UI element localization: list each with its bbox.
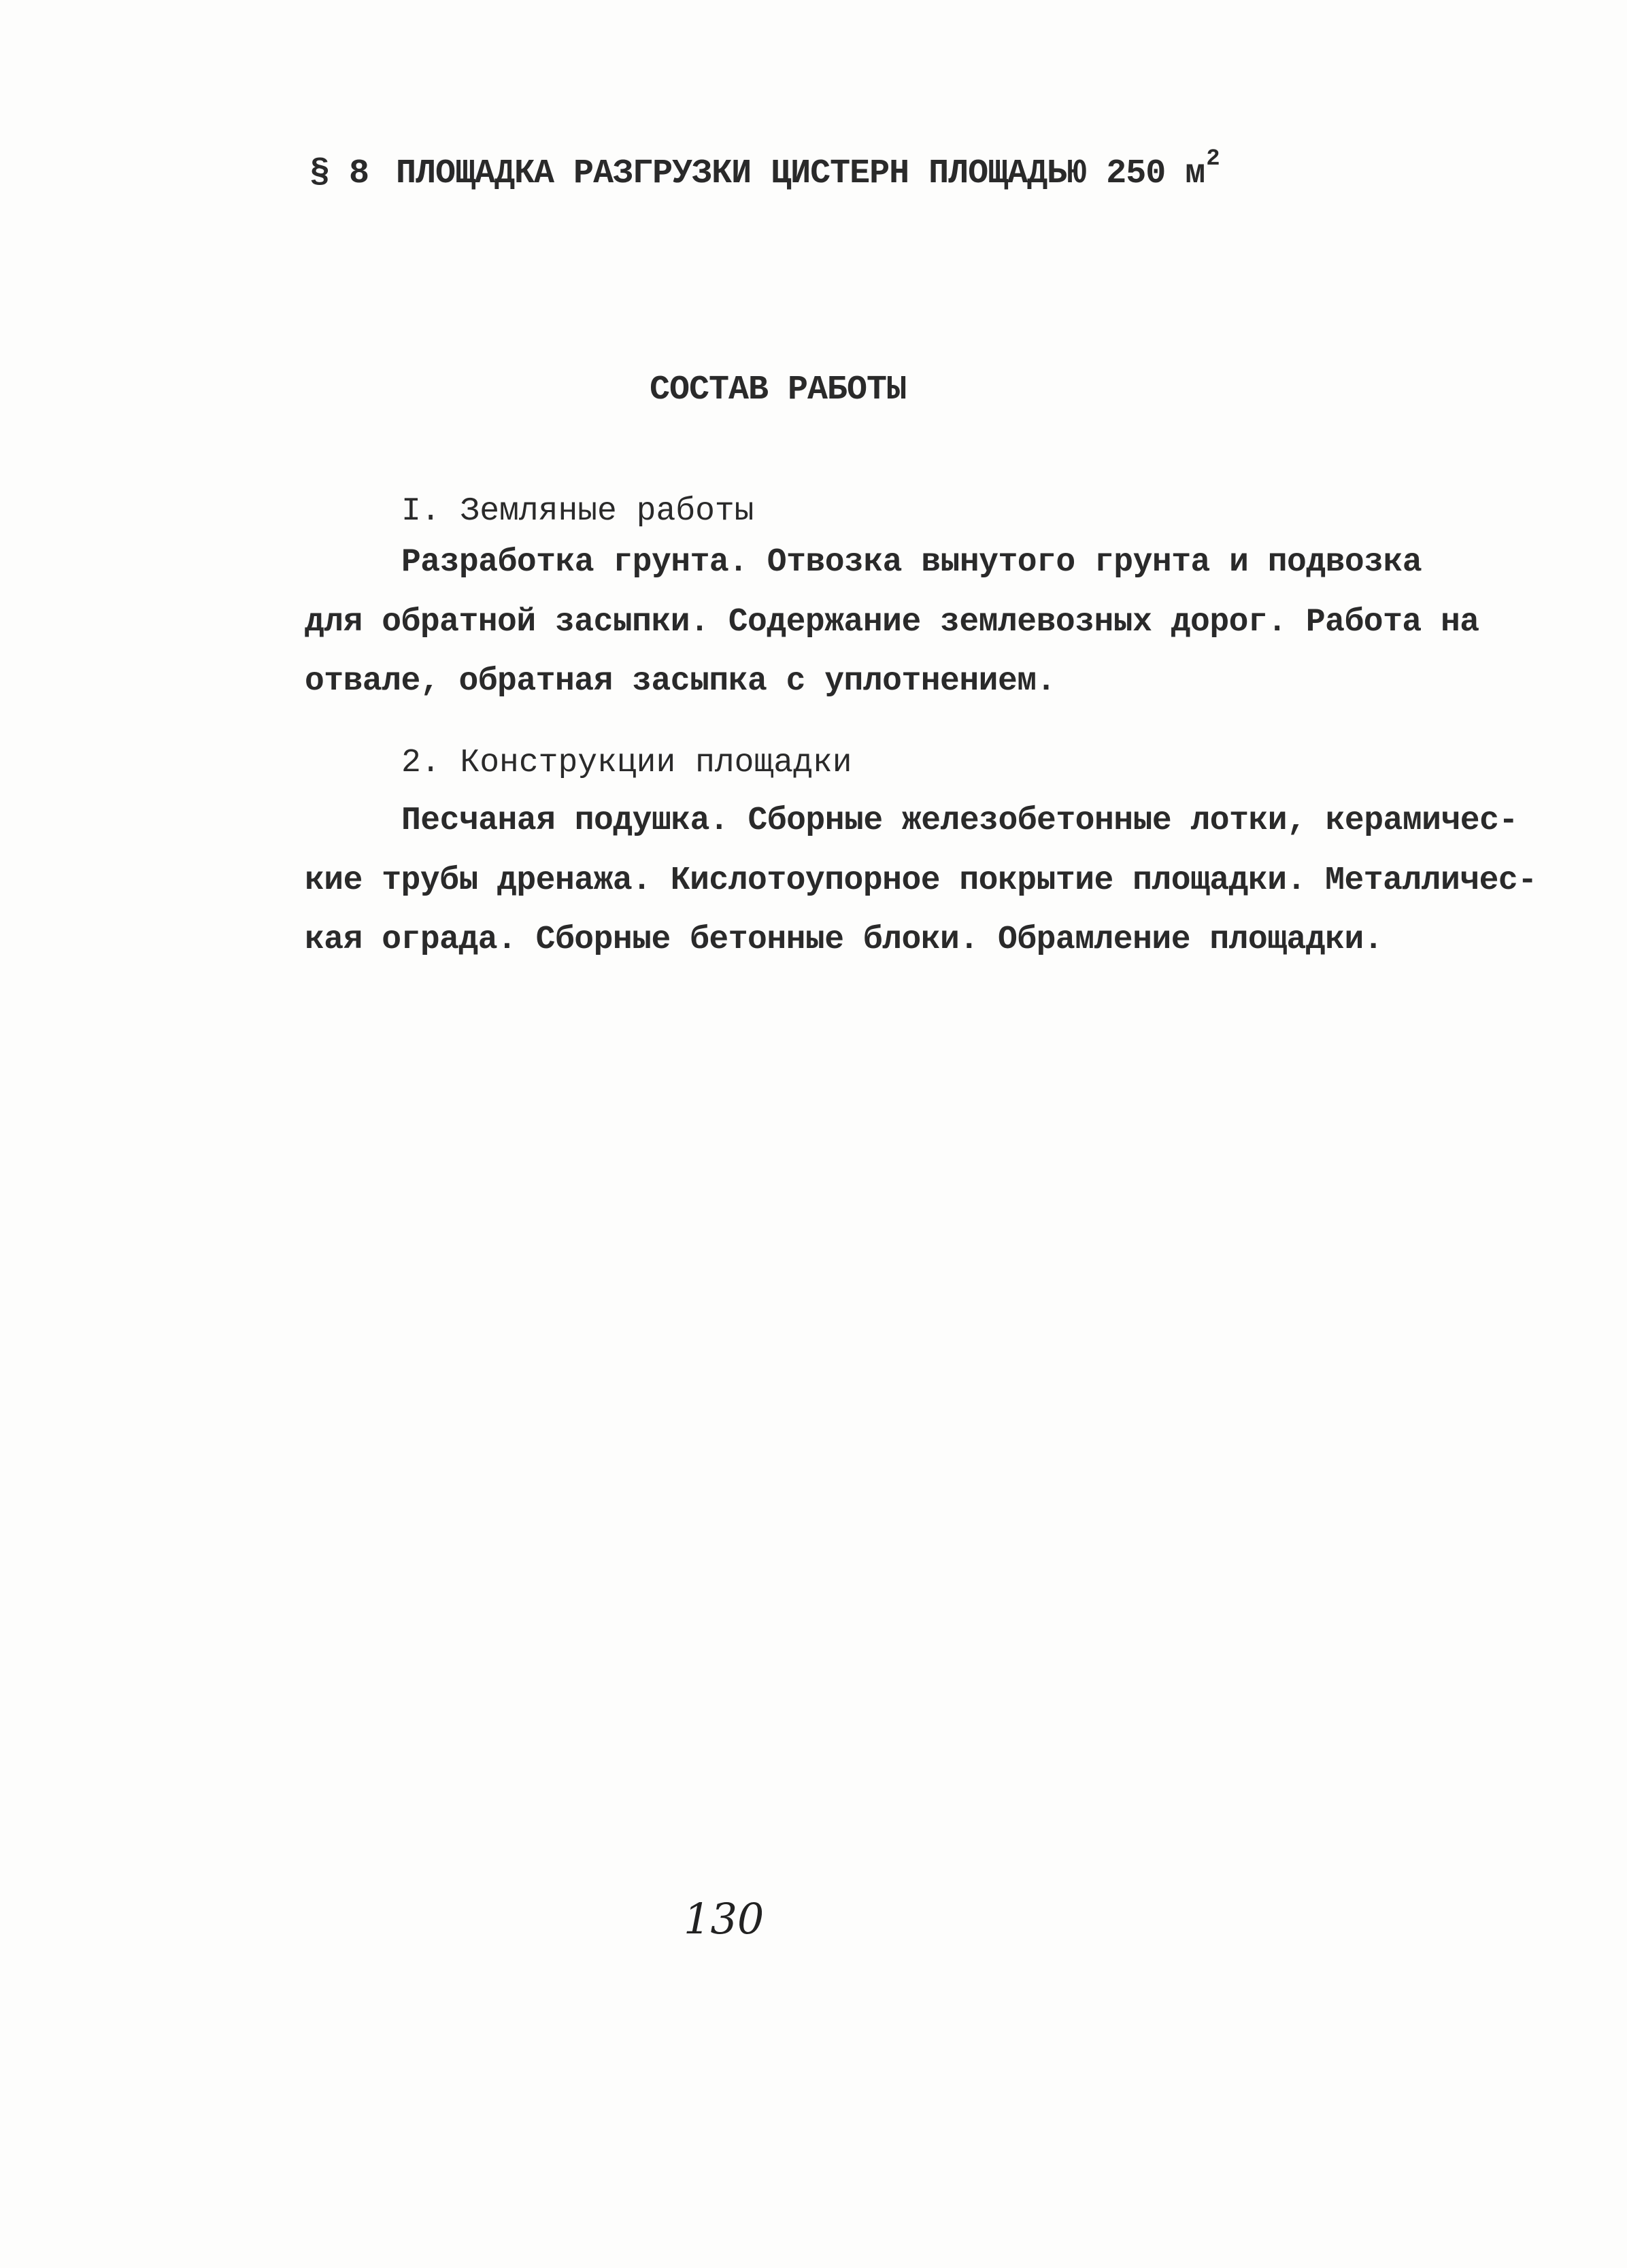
- section-2-line-1: Песчаная подушка. Сборные железобетонные лотки, керамичес-: [401, 802, 1518, 839]
- section-1-line-3: отвале, обратная засыпка с уплотнением.: [305, 663, 1056, 700]
- section-1-line-1: Разработка грунта. Отвозка вынутого грунта и подвозка: [401, 544, 1422, 581]
- section-2-heading: 2. Конструкции площадки: [401, 745, 852, 781]
- section-title: ПЛОЩАДКА РАЗГРУЗКИ ЦИСТЕРН ПЛОЩАДЬЮ 250 м: [396, 154, 1205, 193]
- section-2-line-2: кие трубы дренажа. Кислотоупорное покрытие площадки. Металличес-: [305, 862, 1537, 899]
- section-heading: [309, 146, 1220, 193]
- area-exponent: 2: [1206, 146, 1220, 172]
- section-1-heading: I. Земляные работы: [401, 493, 754, 530]
- section-2-line-3: кая ограда. Сборные бетонные блоки. Обрамление площадки.: [305, 921, 1383, 958]
- page-subtitle: СОСТАВ РАБОТЫ: [650, 371, 907, 409]
- section-number: § 8: [309, 154, 369, 193]
- page-number: 130: [684, 1894, 765, 1944]
- section-1-line-2: для обратной засыпки. Содержание землевозных дорог. Работа на: [305, 604, 1479, 641]
